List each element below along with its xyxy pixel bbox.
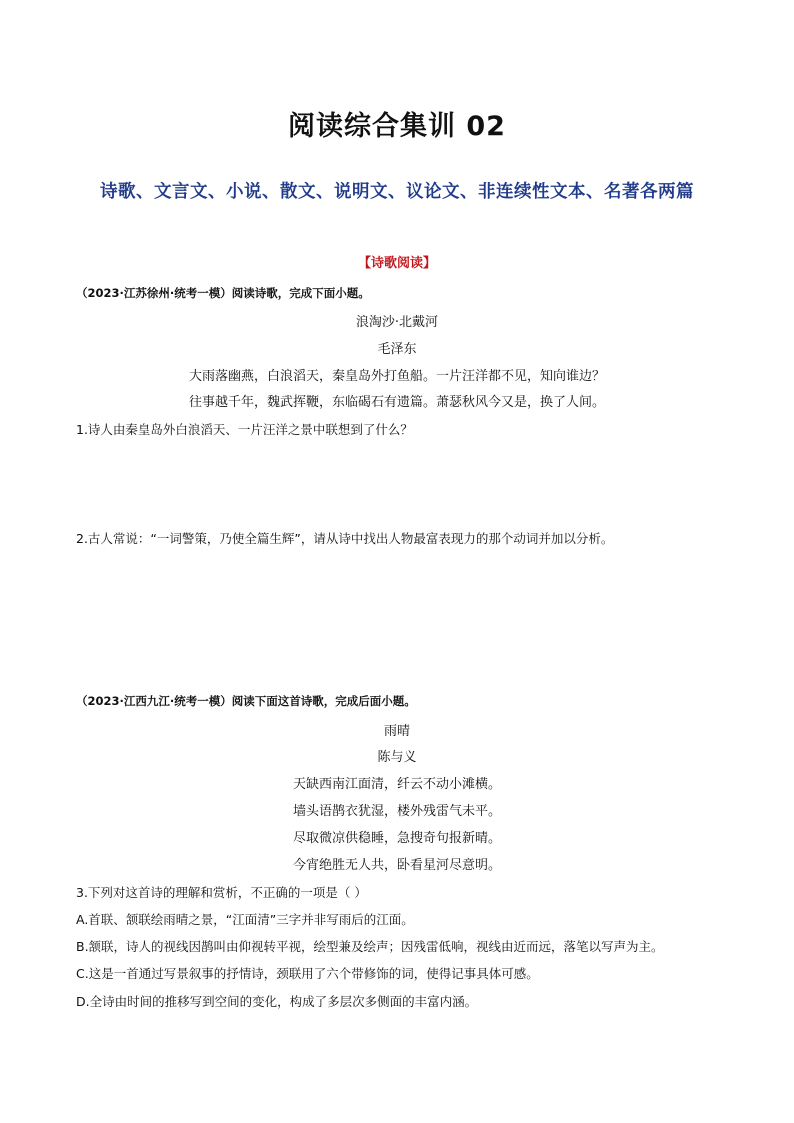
question-2: 2.古人常说：“一词警策，乃使全篇生辉”，请从诗中找出人物最富表现力的那个动词并加以分析。 bbox=[76, 531, 614, 546]
poem-line: 天缺西南江面清，纤云不动小滩横。 bbox=[292, 777, 501, 792]
option-b: B.颔联，诗人的视线因鹊叫由仰视转平视，绘型兼及绘声；因残雷低响，视线由近而远，落笔以写声为主。 bbox=[76, 939, 664, 954]
option-c: C.这是一首通过写景叙事的抒情诗，颈联用了六个带修饰的词，使得记事具体可感。 bbox=[76, 966, 539, 981]
question-3: 3.下列对这首诗的理解和赏析，不正确的一项是（ ） bbox=[76, 885, 367, 900]
poem-title-2: 雨晴 bbox=[383, 724, 410, 739]
section-label: 【诗歌阅读】 bbox=[357, 256, 436, 271]
poem-line: 墙头语鹊衣犹湿，楼外残雷气未平。 bbox=[292, 804, 501, 819]
poem-line: 大雨落幽燕，白浪滔天，秦皇岛外打鱼船。一片汪洋都不见，知向谁边？ bbox=[188, 369, 605, 384]
poem-line: 往事越千年，魏武挥鞭，东临碣石有遗篇。萧瑟秋风今又是，换了人间。 bbox=[188, 395, 605, 410]
question-1: 1.诗人由秦皇岛外白浪滔天、一片汪洋之景中联想到了什么？ bbox=[76, 422, 413, 437]
poem-title-1: 浪淘沙·北戴河 bbox=[355, 315, 439, 330]
page-title: 阅读综合集训 02 bbox=[288, 111, 506, 142]
option-d: D.全诗由时间的推移写到空间的变化，构成了多层次多侧面的丰富内涵。 bbox=[76, 994, 478, 1009]
poem-author-2: 陈与义 bbox=[377, 750, 417, 765]
option-a: A.首联、颔联绘雨晴之景，“江面清”三字并非写雨后的江面。 bbox=[76, 912, 414, 927]
poem-author-1: 毛泽东 bbox=[377, 342, 417, 357]
page-subtitle: 诗歌、文言文、小说、散文、说明文、议论文、非连续性文本、名著各两篇 bbox=[100, 182, 694, 202]
source-line-2: （2023·江西九江·统考一模）阅读下面这首诗歌，完成后面小题。 bbox=[76, 694, 416, 708]
poem-line: 尽取微凉供稳睡，急搜奇句报新晴。 bbox=[292, 831, 501, 846]
source-line-1: （2023·江苏徐州·统考一模）阅读诗歌，完成下面小题。 bbox=[76, 286, 370, 300]
poem-line: 今宵绝胜无人共，卧看星河尽意明。 bbox=[292, 858, 501, 873]
